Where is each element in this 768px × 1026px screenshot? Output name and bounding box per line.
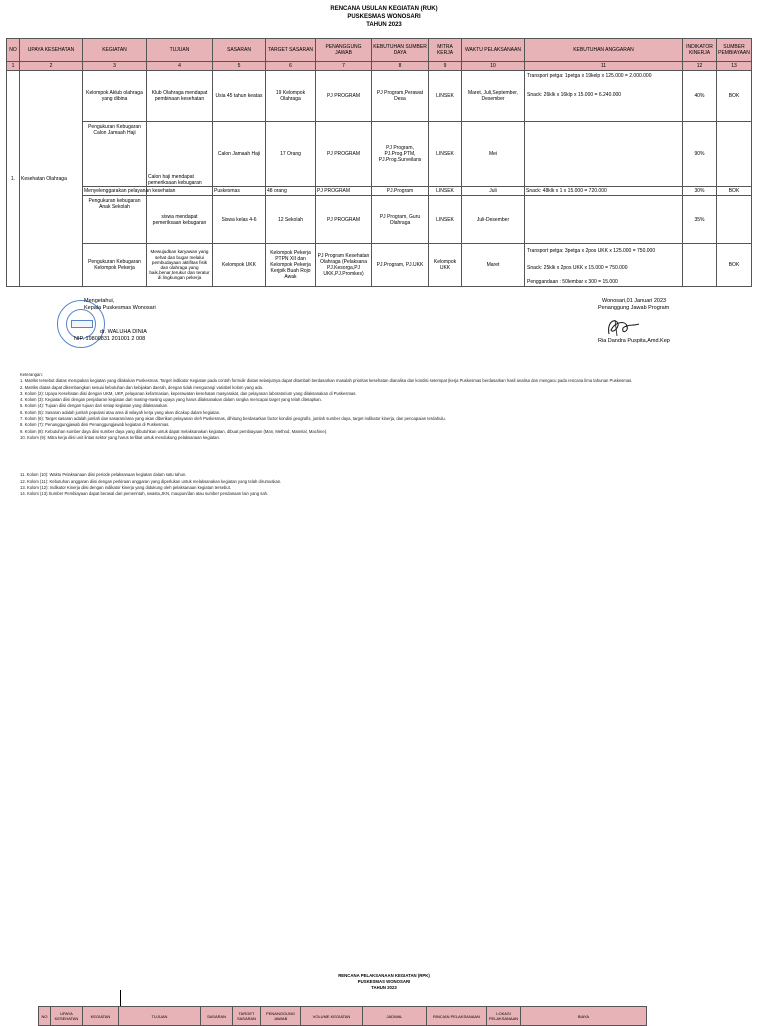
rpk-header-row [39,1007,647,1026]
sasaran-cell: Kelompok UKK [213,244,266,287]
ruk-table [6,38,752,287]
indikator-cell: 35% [683,196,717,244]
col-number: 5 [213,62,266,71]
waktu-cell: Juli [462,187,525,196]
sig-right-line1: Wonosari,01 Januari 2023 [602,298,667,304]
sumber-biaya-cell: BOK [717,71,752,122]
table-row [7,71,752,122]
note-item: 11. Kolom (10): Waktu Pelaksanaan diisi periode pelaksanaan kegiatan dalam satu tahun. [20,472,187,478]
col-number: 4 [147,62,213,71]
table-row [7,244,752,287]
sasaran-cell: Calon Jamaah Haji [213,122,266,187]
sig-left-line1: Mengetahui, [84,298,115,304]
sumber-biaya-cell [717,196,752,244]
pj-cell: PJ PROGRAM [316,196,372,244]
rpk-col-header: TARGET SASARAN [233,1007,261,1026]
anggaran-line: Penggandaan : 50lembar x 300 = 15.000 [527,279,618,285]
anggaran-cell [525,244,683,287]
rpk-col-header: JADWAL [363,1007,427,1026]
sasaran-cell: Siswa kelas 4-6 [213,196,266,244]
kegiatan-cell: Pengukuran kebugaran Anak Sekolah [83,196,147,244]
target-cell: 17 Orang [266,122,316,187]
sig-left-nip: NIP. 19800831 201001 2 008 [74,336,146,342]
document-subtitle: PUSKESMAS WONOSARI [347,14,421,20]
mitra-cell: LINSEK [429,122,462,187]
rpk-table [38,1006,647,1026]
indikator-cell: 40% [683,71,717,122]
col-header: TUJUAN [147,39,213,62]
anggaran-cell [525,122,683,187]
sumber-biaya-cell [717,122,752,187]
waktu-cell: Maret [462,244,525,287]
rpk-title: RENCANA PELAKSANAAN KEGIATAN (RPK) [338,973,430,978]
mitra-cell: LINSEK [429,196,462,244]
waktu-cell: Juli-Desember [462,196,525,244]
indikator-cell [683,244,717,287]
pj-cell: PJ PROGRAM [316,71,372,122]
sig-left-name: dr. WALUHA DINIA [100,329,147,335]
table-row [7,187,752,196]
table-row [7,196,752,244]
kegiatan-cell: Pengukuran Kebugaran Kelompok Pekerja [83,244,147,287]
note-item: 14. Kolom (13) Sumber Pembiayaan dapat berasal dari pemerintah, swasta,JKN, maupun/dan atau sumber pendanaan lain yang sah. [20,491,269,497]
mitra-cell: LINSEK [429,187,462,196]
pj-cell: PJ Program Kesehatan Olahraga (Pelaksana PJ.Kesorga,PJ UKK,PJ.Promkes) [316,244,372,287]
col-header: WAKTU PELAKSANAAN [462,39,525,62]
rpk-col-header: RINCIAN PELAKSANAAN [427,1007,487,1026]
document-title: RENCANA USULAN KEGIATAN (RUK) [330,6,438,12]
col-number: 8 [372,62,429,71]
anggaran-line: Snack: 25klk x 2pos UKK x 15.000 = 750.000 [527,265,628,271]
target-cell: 12 Sekolah [266,196,316,244]
col-number: 2 [20,62,83,71]
sumber-daya-cell: PJ Program, Guru Olahraga [372,196,429,244]
col-header: KEBUTUHAN ANGGARAN [525,39,683,62]
col-header: KEGIATAN [83,39,147,62]
col-header: MITRA KERJA [429,39,462,62]
anggaran-line: Transport petga: 3petga x 2pos UKK x 125.000 = 750.000 [527,248,656,254]
col-number: 11 [525,62,683,71]
rpk-year: TAHUN 2023 [371,985,397,990]
col-header: SASARAN [213,39,266,62]
col-header: UPAYA KESEHATAN [20,39,83,62]
note-item: 12. Kolom (11): Kebutuhan anggaran diisi dengan perkiraan anggaran yang diperlukan untuk melaksanakan kegiatan yang telah dirumuskan. [20,478,282,484]
rpk-col-header: TUJUAN [119,1007,201,1026]
sumber-biaya-cell: BOK [717,187,752,196]
rpk-col-header: UPAYA KESEHATAN [51,1007,83,1026]
col-header: SUMBER PEMBIAYAAN [717,39,752,62]
sumber-daya-cell: PJ.Program, PJ.UKK [372,244,429,287]
ruk-number-row [7,62,752,71]
pj-cell: PJ PROGRAM [316,187,372,196]
col-number: 13 [717,62,752,71]
sig-left-line2: Kepala Puskesmas Wonosari [84,305,156,311]
ruk-header-row [7,39,752,62]
col-number: 1 [7,62,20,71]
note-item: 2. Matriks diatas dapat dikembangkan sesuai kebutuhan dan kebijakan daerah, dengan tidak mengurangi variabel kolom yang ada. [20,384,264,390]
note-item: 13. Kolom (12): Indikator Kinerja diisi dengan indikator kinerja yang didukung oleh pelaksanaan kegiatan tersebut. [20,484,231,490]
anggaran-line: Snack: 26klk x 16klp x 15.000 = 6.240.000 [527,92,622,98]
waktu-cell: Maret, Juli,September, Desember [462,71,525,122]
tujuan-cell: siswa mendapat pemeriksaan kebugaran [147,196,213,244]
waktu-cell: Mei [462,122,525,187]
rpk-col-header: VOLUME KEGIATAN [301,1007,363,1026]
tujuan-cell: Mewujudkan karyawan yang sehat dan bugar melalui pembudayaan aktifitas fisik dan olahraga yang baik,benar,terukur dan teratur di lingkungan pekerja [147,244,213,287]
mitra-cell: Kelompok UKK [429,244,462,287]
col-number: 3 [83,62,147,71]
sig-right-line2: Penanggung Jawab Program [598,305,670,311]
col-header: NO [7,39,20,62]
kegiatan-cell: Menyelenggarakan pelayanan kesehatan [84,188,176,194]
note-item: 10. Kolom (9): Mitra kerja diisi unit lintas sektor yang harus terlibat untuk mendukung pelaksanaan kegiatan. [20,434,220,440]
tujuan-cell: Klub Olahraga mendapat pembinaan kesehatan [147,71,213,122]
col-number: 12 [683,62,717,71]
sumber-daya-cell: PJ Program, PJ.Prog.PTM, PJ.Prog.Surveilans [372,122,429,187]
rpk-col-header: PENANGGUNG JAWAB [261,1007,301,1026]
note-item: 5. Kolom (4): Tujuan diisi dengan tujuan dari setiap kegiatan yang dilaksanakan. [20,403,169,409]
indikator-cell: 30% [683,187,717,196]
note-item: 4. Kolom (3): Kegiatan diisi dengan penjabaran kegiatan dari masing-masing upaya yang harus dilaksanakan dalam rangka mencapai target yang telah ditetapkan. [20,397,322,403]
anggaran-cell: Snack: 48klk x 1 x 15.000 = 720.000 [525,187,683,196]
note-item: 8. Kolom (7): Penanggungjawab diisi Penanggungjawab kegiatan di Puskesmas. [20,422,170,428]
row-no: 1. [7,71,20,287]
handwritten-signature [603,316,643,338]
anggaran-cell [525,196,683,244]
table-row [7,122,752,187]
sasaran-cell: Usia 45 tahun keatas [213,71,266,122]
sasaran-cell: Puskesmas [213,187,266,196]
col-header: TARGET SASARAN [266,39,316,62]
pj-cell: PJ PROGRAM [316,122,372,187]
rpk-col-header: SASARAN [201,1007,233,1026]
sumber-daya-cell: PJ Program,Perawat Desa [372,71,429,122]
col-number: 10 [462,62,525,71]
note-item: 9. Kolom (8): Kebutuhan sumber daya diisi sumber daya yang dibutuhkan untuk dapat melaksanakan kegiatan, dibuat pembiayaan (Man, Method, Material, Machine). [20,428,328,434]
rpk-subtitle: PUSKESMAS WONOSARI [357,979,411,984]
notes-section [20,372,750,497]
col-number: 7 [316,62,372,71]
signature-left [74,298,156,343]
divider-line [120,990,121,1006]
col-header: KEBUTUHAN SUMBER DAYA [372,39,429,62]
sig-right-name: Ria Dandra Puspita,Amd.Kep [598,338,670,344]
rpk-col-header: KEGIATAN [83,1007,119,1026]
note-item: 6. Kolom (5): Sasaran adalah jumlah populasi atau area di wilayah kerja yang akan dicakup dalam kegiatan. [20,409,221,415]
mitra-cell: LINSEK [429,71,462,122]
tujuan-cell: Calon haji mendapat pemeriksaan kebugaran [147,122,213,187]
rpk-col-header: BIAYA [521,1007,647,1026]
col-header: PENANGGUNG JAWAB [316,39,372,62]
notes-heading: Keterangan: [20,372,43,377]
kegiatan-cell: Pengukuran Kebugaran Calon Jamaah Haji [83,122,147,187]
sumber-biaya-cell: BOK [717,244,752,287]
anggaran-line: Transport petga: 1petga x 19kelp x 125.000 = 2.000.000 [527,73,652,79]
document-year: TAHUN 2023 [366,22,402,28]
sumber-daya-cell: PJ.Program [372,187,429,196]
indikator-cell: 90% [683,122,717,187]
kegiatan-cell: Kelompok Aklub olahraga yang dibina [83,71,147,122]
col-number: 6 [266,62,316,71]
rpk-col-header: NO [39,1007,51,1026]
col-number: 9 [429,62,462,71]
target-cell: Kelompok Pekerja PTPN XII dan Kelompok Pekerja Kerjpik Buah Rojo Awak [266,244,316,287]
upaya-kesehatan: Kesehatan Olahraga [20,71,83,287]
note-item: 7. Kolom (6): Target sasaran adalah jumlah dan sasaran/area yang akan diberikan pelayanan oleh Puskesmas, dihitung berdasarkan factor kondisi geografis, jumlah sumber daya, target indikator kinerja, dan pencapaian terdahulu. [20,416,446,422]
rpk-col-header: LOKASI PELAKSANAAN [487,1007,521,1026]
anggaran-cell [525,71,683,122]
note-item: 1. Matriks tersebut diatas merupakan kegiatan yang dilakukan Puskesmas. Target indikator Kegiatan pada contoh formulir diatas selanjutnya dapat ditambah berdasarkan masalah prioritas kesehatan dianalisa dan kondisi setempat (kerja Puskesmas berdasarkan hasil analisa dan mengacu pada rencana lima tahunan Puskesmas. [20,378,633,384]
target-cell: 19 Kelompok Olahraga [266,71,316,122]
col-header: INDIKATOR KINERJA [683,39,717,62]
note-item: 3. Kolom (2): Upaya Kesehatan diisi dengan UKM, UKP, pelayanan kefarmasian, keperawatan kesehatan masyarakat, dan pelayanan laboratorium yang dilaksanakan di Puskesmas. [20,390,357,396]
target-cell: 48 orang [266,187,316,196]
